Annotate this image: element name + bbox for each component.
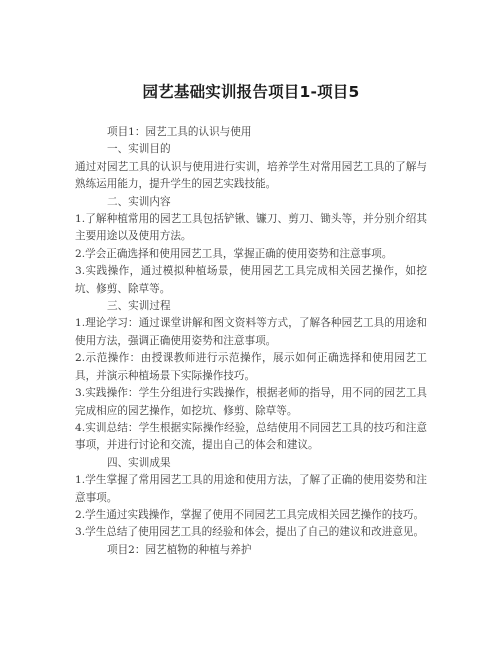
document-body bbox=[75, 124, 427, 559]
paragraph: 项目2：园艺植物的种植与养护 bbox=[107, 543, 252, 556]
paragraph: 2.学会正确选择和使用园艺工具，掌握正确的使用姿势和注意事项。 bbox=[75, 247, 393, 260]
paragraph: 1.了解种植常用的园艺工具包括铲锹、镰刀、剪刀、锄头等，并分别介绍其主要用途以及使用方法。 bbox=[75, 213, 427, 243]
paragraph: 项目1：园艺工具的认识与使用 bbox=[107, 126, 252, 138]
paragraph: 3.实践操作：学生分组进行实践操作，根据老师的指导，用不同的园艺工具完成相应的园艺操作，如挖坑、修剪、除草等。 bbox=[75, 387, 427, 417]
paragraph: 2.示范操作：由授课教师进行示范操作，展示如何正确选择和使用园艺工具，并演示种植场景下实际操作技巧。 bbox=[75, 352, 427, 382]
paragraph: 1.学生掌握了常用园艺工具的用途和使用方法，了解了正确的使用姿势和注意事项。 bbox=[75, 474, 427, 504]
paragraph: 3.实践操作，通过模拟种植场景，使用园艺工具完成相关园艺操作，如挖坑、修剪、除草等。 bbox=[75, 265, 427, 295]
paragraph: 1.理论学习：通过课堂讲解和图文资料等方式，了解各种园艺工具的用途和使用方法，强调正确使用姿势和注意事项。 bbox=[75, 317, 427, 347]
paragraph: 二、实训内容 bbox=[107, 195, 171, 208]
paragraph: 四、实训成果 bbox=[107, 456, 171, 469]
paragraph: 4.实训总结：学生根据实际操作经验，总结使用不同园艺工具的技巧和注意事项，并进行讨论和交流，提出自己的体会和建议。 bbox=[75, 421, 427, 452]
document-title: 园艺基础实训报告项目1-项目5 bbox=[142, 83, 360, 101]
paragraph: 2.学生通过实践操作，掌握了使用不同园艺工具完成相关园艺操作的技巧。 bbox=[75, 508, 425, 521]
paragraph: 一、实训目的 bbox=[107, 143, 171, 156]
paragraph: 三、实训过程 bbox=[107, 300, 171, 313]
paragraph: 通过对园艺工具的认识与使用进行实训，培养学生对常用园艺工具的了解与熟练运用能力，提升学生的园艺实践技能。 bbox=[75, 160, 427, 191]
paragraph: 3.学生总结了使用园艺工具的经验和体会，提出了自己的建议和改进意见。 bbox=[75, 526, 425, 539]
